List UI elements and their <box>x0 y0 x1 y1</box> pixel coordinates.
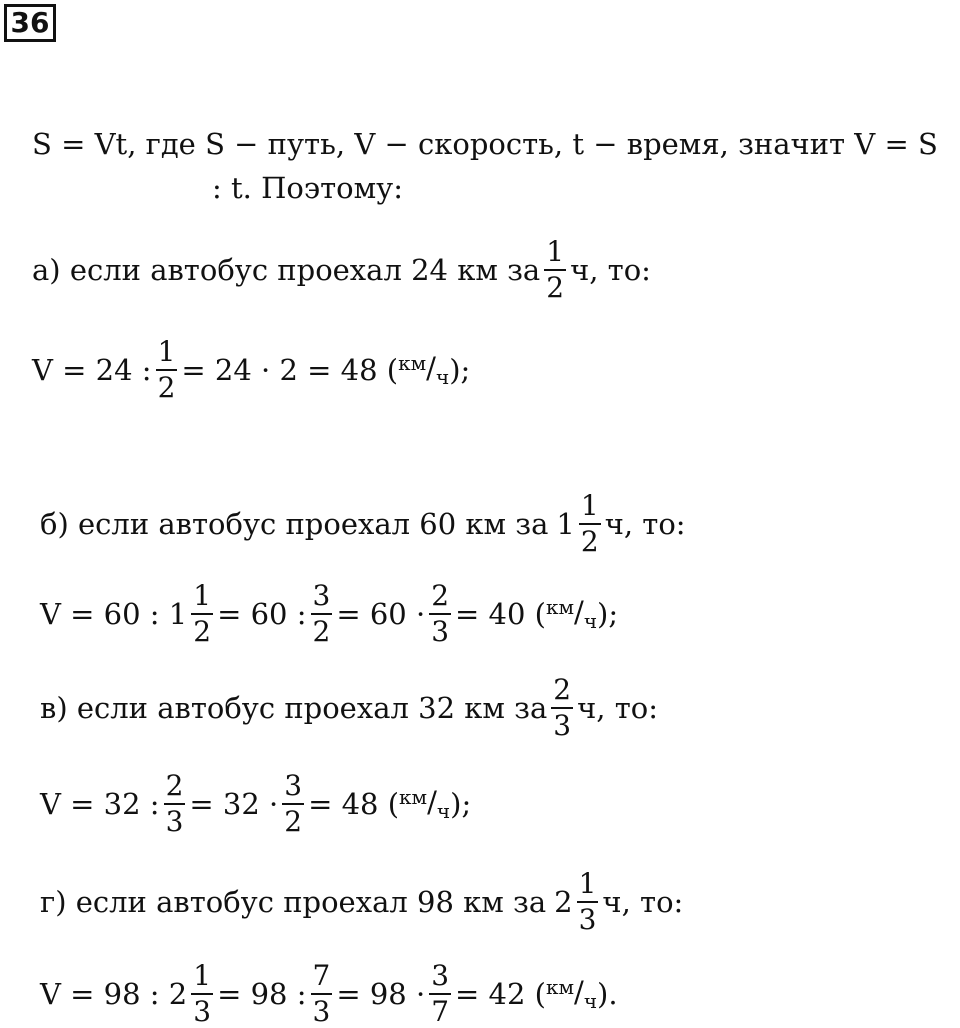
part-d-statement <box>40 867 684 936</box>
fraction-numerator: 1 <box>193 959 212 992</box>
equation-text: V = 32 : <box>40 787 160 821</box>
part-b-time-fraction <box>579 489 601 558</box>
unit-denominator: ч <box>435 365 450 389</box>
fraction <box>429 579 451 648</box>
fraction-numerator: 3 <box>312 579 331 612</box>
unit-slash: / <box>574 595 584 629</box>
intro-line-1 <box>32 126 938 162</box>
fraction <box>156 335 178 404</box>
part-c-label: в) если автобус проехал 32 км за <box>40 691 548 725</box>
fraction-numerator: 1 <box>580 489 599 522</box>
part-a-tail: ч, то: <box>570 253 651 287</box>
fraction <box>311 959 333 1028</box>
fraction-denominator: 2 <box>580 525 599 558</box>
fraction-numerator: 7 <box>312 959 331 992</box>
intro-text-2: : t. Поэтому: <box>212 171 403 205</box>
equation-d <box>40 959 618 1028</box>
part-b-label: б) если автобус проехал 60 км за <box>40 507 549 541</box>
mixed-whole: 2 <box>554 885 573 919</box>
part-c-tail: ч, то: <box>577 691 658 725</box>
equation-end: ). <box>597 977 618 1011</box>
fraction-denominator: 3 <box>312 995 331 1028</box>
fraction-denominator: 3 <box>165 805 184 838</box>
part-c-time-fraction <box>551 673 573 742</box>
equation-text: V = 60 : 1 <box>40 597 188 631</box>
fraction <box>311 579 333 648</box>
equation-text: V = 24 : <box>32 353 152 387</box>
fraction-numerator: 1 <box>546 235 565 268</box>
equation-text: = 24 · 2 = 48 ( <box>181 353 399 387</box>
fraction-numerator: 3 <box>284 769 303 802</box>
equation-text: = 32 · <box>189 787 279 821</box>
fraction-numerator: 2 <box>165 769 184 802</box>
unit-denominator: ч <box>583 609 598 633</box>
part-b-statement <box>40 489 686 558</box>
equation-text: V = 98 : 2 <box>40 977 188 1011</box>
equation-end: ); <box>449 353 471 387</box>
mixed-whole: 1 <box>556 507 575 541</box>
equation-text: = 98 : <box>217 977 307 1011</box>
fraction-denominator: 2 <box>157 371 176 404</box>
fraction-denominator: 7 <box>431 995 450 1028</box>
part-a-label: а) если автобус проехал 24 км за <box>32 253 541 287</box>
unit-slash: / <box>427 785 437 819</box>
speed-unit <box>546 969 597 1019</box>
equation-text: = 42 ( <box>455 977 546 1011</box>
equation-end: ); <box>597 597 619 631</box>
fraction-denominator: 2 <box>546 271 565 304</box>
fraction <box>191 579 213 648</box>
fraction-denominator: 2 <box>193 615 212 648</box>
part-d-tail: ч, то: <box>602 885 684 919</box>
equation-a <box>32 335 471 404</box>
fraction-numerator: 2 <box>431 579 450 612</box>
problem-number-badge: 36 <box>4 4 56 42</box>
equation-text: = 60 : <box>217 597 307 631</box>
fraction-denominator: 3 <box>193 995 212 1028</box>
fraction-numerator: 1 <box>157 335 176 368</box>
equation-end: ); <box>450 787 472 821</box>
equation-text: = 48 ( <box>308 787 400 821</box>
fraction-denominator: 2 <box>312 615 331 648</box>
unit-denominator: ч <box>436 799 451 823</box>
speed-unit <box>399 779 450 829</box>
equation-b <box>40 579 619 648</box>
speed-unit <box>546 589 597 639</box>
fraction-numerator: 2 <box>553 673 572 706</box>
fraction-numerator: 3 <box>431 959 450 992</box>
unit-numerator: км <box>398 351 427 375</box>
unit-slash: / <box>574 975 584 1009</box>
part-d-label: г) если автобус проехал 98 км за <box>40 885 547 919</box>
unit-numerator: км <box>545 975 575 999</box>
fraction <box>429 959 451 1028</box>
part-a-statement <box>32 235 651 304</box>
part-c-statement <box>40 673 658 742</box>
part-b-tail: ч, то: <box>604 507 686 541</box>
fraction <box>191 959 213 1028</box>
speed-unit <box>398 345 449 395</box>
fraction-numerator: 1 <box>193 579 212 612</box>
equation-text: = 98 · <box>336 977 426 1011</box>
unit-numerator: км <box>545 595 575 619</box>
fraction-denominator: 3 <box>578 903 597 936</box>
unit-denominator: ч <box>583 989 598 1013</box>
unit-numerator: км <box>399 785 428 809</box>
intro-text-1: S = Vt, где S − путь, V − скорость, t − время, значит V = S <box>32 127 938 161</box>
fraction <box>282 769 304 838</box>
equation-text: = 40 ( <box>455 597 546 631</box>
fraction-denominator: 2 <box>284 805 303 838</box>
equation-c <box>40 769 472 838</box>
fraction <box>164 769 186 838</box>
equation-text: = 60 · <box>336 597 426 631</box>
fraction-denominator: 3 <box>431 615 450 648</box>
intro-line-2 <box>212 170 403 206</box>
part-d-time-fraction <box>577 867 599 936</box>
unit-slash: / <box>426 351 436 385</box>
fraction-numerator: 1 <box>578 867 597 900</box>
part-a-time-fraction <box>544 235 566 304</box>
fraction-denominator: 3 <box>553 709 572 742</box>
